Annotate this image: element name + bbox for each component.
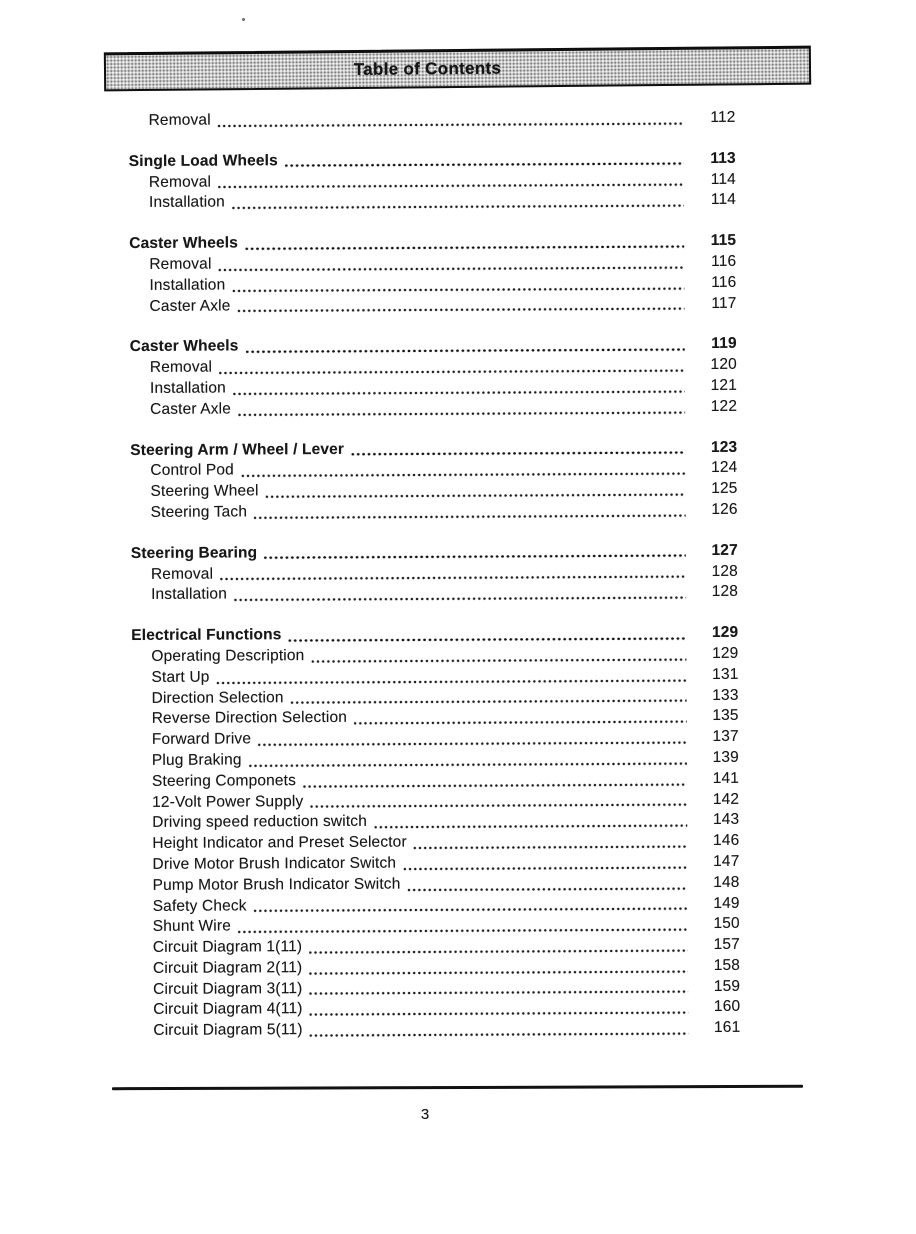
toc-entry-label: Circuit Diagram 4(11) — [153, 1000, 303, 1019]
toc-entry-page: 114 — [710, 170, 736, 188]
toc-group — [129, 108, 736, 132]
dot-leader — [303, 769, 687, 792]
toc-entry-label: Electrical Functions — [131, 626, 282, 645]
toc-entry-page: 127 — [711, 541, 738, 559]
dot-leader — [266, 479, 686, 502]
table-of-contents — [129, 108, 741, 1062]
page-number: 3 — [420, 1106, 430, 1123]
toc-entry-label: Steering Wheel — [150, 482, 259, 501]
dot-leader — [218, 108, 684, 131]
toc-entry-page: 157 — [713, 935, 740, 954]
dot-leader — [245, 231, 684, 254]
dot-leader — [249, 748, 687, 771]
toc-entry-page: 123 — [710, 438, 738, 456]
dot-leader — [311, 644, 686, 667]
toc-entry-label: Caster Axle — [149, 297, 231, 315]
toc-entry-label: Direction Selection — [151, 688, 284, 707]
toc-entry-label: Start Up — [151, 668, 210, 686]
dot-leader — [309, 956, 688, 979]
dot-leader — [220, 562, 686, 585]
toc-entry-page: 148 — [713, 873, 740, 891]
toc-entry-label: Steering Arm / Wheel / Lever — [130, 440, 345, 459]
dot-leader — [237, 294, 684, 317]
toc-entry-label: Circuit Diagram 2(11) — [152, 958, 303, 977]
toc-entry-page: 131 — [712, 665, 739, 683]
toc-entry-page: 143 — [712, 811, 740, 829]
toc-entry-page: 117 — [711, 294, 737, 312]
toc-entry-page: 126 — [711, 500, 738, 518]
dot-leader — [219, 355, 685, 378]
dot-leader — [374, 810, 687, 832]
dot-leader — [218, 252, 684, 275]
toc-entry-label: Caster Axle — [150, 400, 232, 418]
dot-leader — [309, 998, 688, 1021]
toc-entry-page: 158 — [713, 956, 741, 974]
dot-leader — [407, 873, 687, 895]
toc-group — [130, 437, 737, 523]
toc-entry-label: Control Pod — [150, 461, 234, 480]
toc-entry-label: Driving speed reduction switch — [152, 813, 367, 832]
toc-entry-label: Removal — [148, 173, 212, 191]
toc-entry-label: Installation — [148, 193, 225, 212]
dot-leader — [216, 665, 686, 688]
toc-entry-label: Steering Tach — [150, 503, 248, 521]
dot-leader — [233, 376, 685, 399]
toc-entry-label: Caster Wheels — [129, 337, 239, 356]
toc-entry — [130, 397, 737, 421]
dot-leader — [309, 935, 688, 958]
toc-entry-label: Steering Componets — [151, 771, 297, 790]
toc-entry-page: 146 — [712, 831, 740, 850]
toc-entry-label: Installation — [149, 379, 226, 397]
toc-entry-page: 116 — [711, 273, 737, 291]
toc-entry-label: Steering Bearing — [130, 544, 258, 562]
page-title: Table of Contents — [353, 58, 502, 79]
toc-entry-page: 114 — [710, 191, 737, 209]
toc-entry-label: 12-Volt Power Supply — [152, 792, 304, 811]
dot-leader — [309, 977, 688, 1000]
toc-entry-page: 137 — [712, 727, 739, 746]
toc-entry-page: 139 — [712, 748, 739, 766]
dot-leader — [218, 170, 684, 193]
dot-leader — [238, 397, 685, 420]
toc-entry-page: 121 — [710, 376, 737, 394]
toc-entry-label: Circuit Diagram 1(11) — [152, 938, 303, 956]
toc-entry-page: 125 — [711, 479, 738, 498]
toc-entry-page: 113 — [710, 149, 736, 167]
toc-group — [131, 541, 738, 607]
toc-entry-label: Circuit Diagram 5(11) — [153, 1021, 303, 1040]
toc-entry-label: Drive Motor Brush Indicator Switch — [152, 854, 397, 873]
dot-leader — [232, 273, 684, 296]
toc-entry — [131, 500, 738, 524]
dot-leader — [234, 582, 686, 605]
toc-group — [130, 334, 737, 420]
toc-entry-page: 141 — [712, 769, 740, 787]
dot-leader — [258, 727, 687, 750]
toc-group — [129, 231, 736, 317]
toc-entry — [129, 108, 736, 132]
dot-leader — [310, 790, 687, 813]
toc-entry-page: 142 — [712, 790, 740, 808]
toc-entry — [133, 1018, 740, 1042]
toc-entry-label: Plug Braking — [151, 751, 242, 769]
dot-leader — [232, 190, 684, 213]
toc-entry-page: 119 — [711, 335, 737, 353]
toc-entry-page: 129 — [711, 623, 739, 642]
toc-entry-page: 149 — [713, 894, 740, 912]
toc-entry-page: 128 — [711, 583, 739, 601]
toc-entry-label: Removal — [148, 111, 211, 129]
toc-entry-page: 159 — [713, 977, 741, 995]
dot-leader — [245, 334, 684, 357]
toc-entry — [129, 293, 736, 317]
dot-leader — [238, 914, 688, 937]
toc-entry-page: 115 — [710, 232, 737, 250]
toc-entry-label: Reverse Direction Selection — [151, 709, 348, 728]
toc-entry-label: Operating Description — [151, 647, 305, 665]
dot-leader — [264, 541, 686, 564]
toc-entry-label: Shunt Wire — [152, 917, 231, 936]
footer-divider — [112, 1085, 803, 1090]
toc-entry-label: Circuit Diagram 3(11) — [153, 979, 303, 998]
toc-entry-page: 129 — [712, 644, 739, 662]
dot-leader — [414, 831, 688, 853]
toc-entry-label: Single Load Wheels — [128, 152, 278, 170]
toc-entry-page: 161 — [713, 1019, 741, 1037]
dot-leader — [285, 149, 684, 172]
dot-leader — [254, 500, 686, 523]
toc-entry-label: Safety Check — [152, 896, 247, 915]
toc-entry-label: Installation — [150, 585, 227, 604]
dot-leader — [254, 894, 688, 917]
toc-entry — [129, 190, 736, 214]
toc-entry-page: 124 — [711, 459, 738, 477]
dot-leader — [289, 623, 687, 646]
toc-entry-label: Caster Wheels — [129, 234, 239, 253]
toc-entry-page: 150 — [713, 915, 740, 933]
dot-leader — [403, 852, 687, 874]
toc-entry — [131, 582, 738, 606]
toc-entry-label: Height Indicator and Preset Selector — [152, 833, 407, 853]
dot-leader — [241, 458, 686, 481]
toc-group — [131, 623, 740, 1042]
page-header-banner — [104, 46, 811, 92]
toc-entry-page: 133 — [712, 686, 739, 704]
toc-entry-label: Forward Drive — [151, 730, 252, 749]
toc-entry-label: Removal — [149, 255, 212, 273]
dot-leader — [354, 706, 687, 729]
toc-entry-page: 120 — [710, 355, 737, 374]
toc-entry-label: Installation — [149, 276, 226, 294]
dot-leader — [351, 438, 685, 461]
toc-entry-label: Removal — [150, 565, 214, 583]
toc-entry-page: 112 — [710, 108, 736, 126]
toc-entry-page: 116 — [711, 252, 737, 270]
toc-entry-page: 147 — [713, 852, 740, 870]
toc-entry-page: 135 — [712, 707, 739, 725]
toc-entry-label: Removal — [149, 358, 213, 377]
toc-group — [129, 149, 736, 215]
toc-entry-label: Pump Motor Brush Indicator Switch — [152, 875, 401, 894]
toc-entry-page: 160 — [713, 998, 741, 1016]
toc-entry-page: 128 — [711, 562, 738, 580]
toc-entry-page: 122 — [710, 397, 738, 415]
dot-leader — [291, 686, 687, 709]
scan-speck — [242, 18, 245, 21]
dot-leader — [310, 1018, 689, 1041]
